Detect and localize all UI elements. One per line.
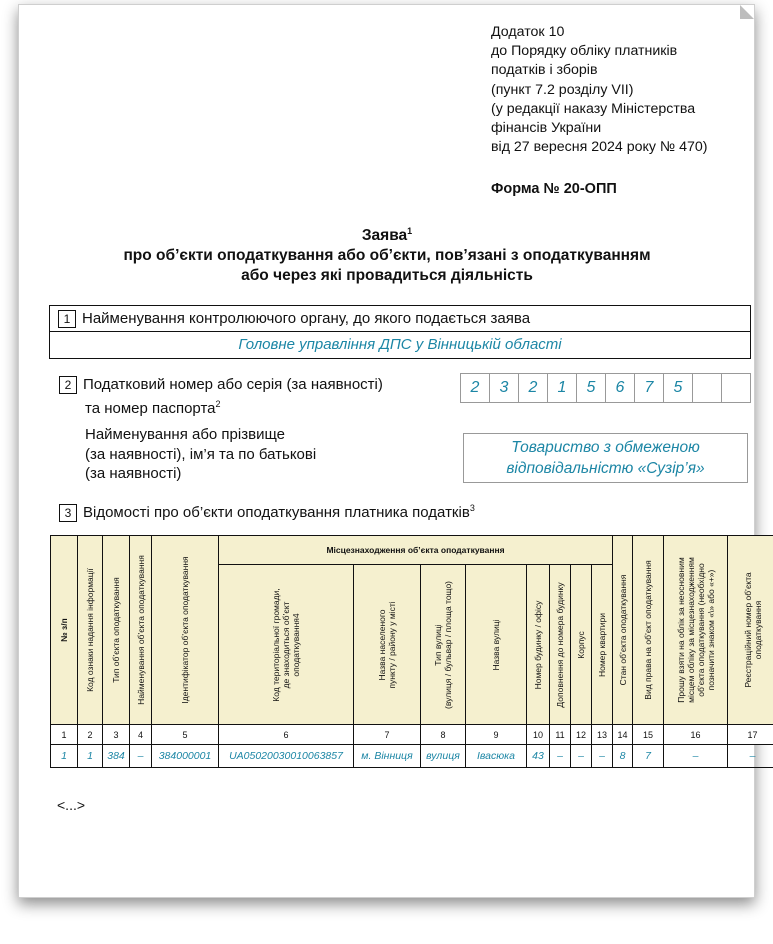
header-cell: № з/п — [51, 536, 78, 725]
tax-number-label: Податковий номер або серія (за наявності) — [83, 376, 383, 393]
section-3-title: Відомості про об’єкти оподаткування платника податків — [83, 504, 470, 521]
digit-box — [692, 373, 722, 403]
header-cell: Корпус — [571, 565, 592, 725]
table-cell: – — [571, 745, 592, 768]
table-cell: 384 — [103, 745, 130, 768]
appendix-line: від 27 вересня 2024 року № 470) — [491, 139, 708, 156]
name-label — [85, 425, 316, 484]
appendix-line: до Порядку обліку платників — [491, 43, 678, 60]
column-number: 15 — [633, 725, 664, 745]
table-cell: 1 — [78, 745, 103, 768]
column-number: 11 — [550, 725, 571, 745]
table-cell: – — [592, 745, 613, 768]
form-number: Форма № 20-ОПП — [491, 181, 617, 197]
column-number: 2 — [78, 725, 103, 745]
page-corner-fold — [740, 5, 754, 19]
section-number: 2 — [59, 376, 77, 394]
table-cell: 8 — [613, 745, 633, 768]
digit-box: 5 — [576, 373, 606, 403]
header-cell: Стан об’єкта оподаткування — [613, 536, 633, 725]
header-cell: Реєстраційний номер об’єкта оподаткування — [728, 536, 773, 725]
header-cell: Назва вулиці — [466, 565, 527, 725]
taxpayer-name-field — [463, 433, 748, 483]
table-cell: 43 — [527, 745, 550, 768]
digit-box: 2 — [518, 373, 548, 403]
header-cell: Тип об’єкта оподаткування — [103, 536, 130, 725]
table-cell: – — [130, 745, 152, 768]
table-cell: 7 — [633, 745, 664, 768]
footnote-mark: 1 — [407, 226, 413, 236]
column-number: 4 — [130, 725, 152, 745]
omission-mark: <...> — [57, 797, 86, 813]
header-cell: Ідентифікатор об’єкта оподаткування — [152, 536, 219, 725]
table-cell: 384000001 — [152, 745, 219, 768]
appendix-line: (пункт 7.2 розділу VII) — [491, 81, 634, 98]
section-number: 3 — [59, 504, 77, 522]
digit-box: 6 — [605, 373, 635, 403]
column-number: 16 — [664, 725, 728, 745]
header-cell: Найменування об’єкта оподаткування — [130, 536, 152, 725]
header-cell: Номер будинку / офісу — [527, 565, 550, 725]
column-number: 13 — [592, 725, 613, 745]
authority-name-field: Головне управління ДПС у Вінницькій області — [238, 336, 562, 353]
column-number: 14 — [613, 725, 633, 745]
objects-table — [50, 535, 773, 768]
appendix-note — [491, 23, 707, 157]
appendix-line: фінансів України — [491, 120, 602, 137]
table-cell: – — [728, 745, 773, 768]
header-cell: Тип вулиці (вулиця / бульвар / площа тощо) — [421, 565, 466, 725]
column-number: 6 — [219, 725, 354, 745]
column-number: 1 — [51, 725, 78, 745]
section-1 — [49, 305, 751, 359]
column-number: 7 — [354, 725, 421, 745]
title-line2: про об’єкти оподаткування або об’єкти, пов’язані з оподаткуванням — [123, 247, 651, 265]
column-number: 3 — [103, 725, 130, 745]
title-line3: або через які провадиться діяльність — [241, 267, 533, 285]
digit-box: 2 — [460, 373, 490, 403]
column-number-row — [51, 725, 773, 745]
header-cell: Назва населеного пункту / району у місті — [354, 565, 421, 725]
section-number: 1 — [58, 310, 76, 328]
header-cell: Номер квартири — [592, 565, 613, 725]
header-cell: Прошу взяти на облік за неосновним місцем обліку за місцезнаходженням об’єкта оподаткування (необхідно позначити знаком «\» або «+») — [664, 536, 728, 725]
name-label-line: (за наявності), ім’я та по батькові — [85, 445, 317, 463]
column-number: 17 — [728, 725, 773, 745]
column-number: 5 — [152, 725, 219, 745]
appendix-line: Додаток 10 — [491, 24, 565, 40]
title-line1: Заява — [361, 227, 408, 245]
table-cell: 1 — [51, 745, 78, 768]
table-cell: UA05020030010063857 — [219, 745, 354, 768]
document-title — [37, 221, 737, 286]
table-cell: м. Вінниця — [354, 745, 421, 768]
section-2-label — [59, 375, 383, 418]
section-1-label: Найменування контролюючого органу, до якого подається заява — [82, 310, 531, 327]
section-3-label — [59, 503, 475, 522]
digit-box: 1 — [547, 373, 577, 403]
document-page — [18, 4, 763, 898]
table-cell: вулиця — [421, 745, 466, 768]
section-1-header — [50, 306, 750, 332]
digit-box — [721, 373, 751, 403]
footnote-mark: 3 — [469, 503, 475, 513]
tax-number-boxes — [461, 373, 751, 403]
header-cell: Вид права на об’єкт оподаткування — [633, 536, 664, 725]
name-label-line: (за наявності) — [85, 465, 182, 482]
footnote-mark: 2 — [215, 398, 221, 409]
table-cell: – — [664, 745, 728, 768]
table-cell: Івасюка — [466, 745, 527, 768]
header-cell: Код територіальної громади, де знаходиться об’єкт оподаткування4 — [219, 565, 354, 725]
table-cell: – — [550, 745, 571, 768]
column-number: 8 — [421, 725, 466, 745]
tax-number-label-2: та номер паспорта — [85, 399, 216, 417]
column-number: 9 — [466, 725, 527, 745]
taxpayer-name-line: відповідальністю «Сузір’я» — [506, 460, 705, 477]
appendix-line: податків і зборів — [491, 62, 598, 79]
appendix-line: (у редакції наказу Міністерства — [491, 100, 696, 117]
column-number: 12 — [571, 725, 592, 745]
column-number: 10 — [527, 725, 550, 745]
name-label-line: Найменування або прізвище — [85, 426, 285, 443]
digit-box: 3 — [489, 373, 519, 403]
header-cell: Код ознаки надання інформації — [78, 536, 103, 725]
location-group-header: Місцезнаходження об’єкта оподаткування — [219, 536, 613, 565]
header-cell: Доповнення до номера будинку — [550, 565, 571, 725]
digit-box: 5 — [663, 373, 693, 403]
digit-box: 7 — [634, 373, 664, 403]
table-row — [51, 745, 773, 768]
taxpayer-name-line: Товариство з обмеженою — [511, 439, 700, 456]
